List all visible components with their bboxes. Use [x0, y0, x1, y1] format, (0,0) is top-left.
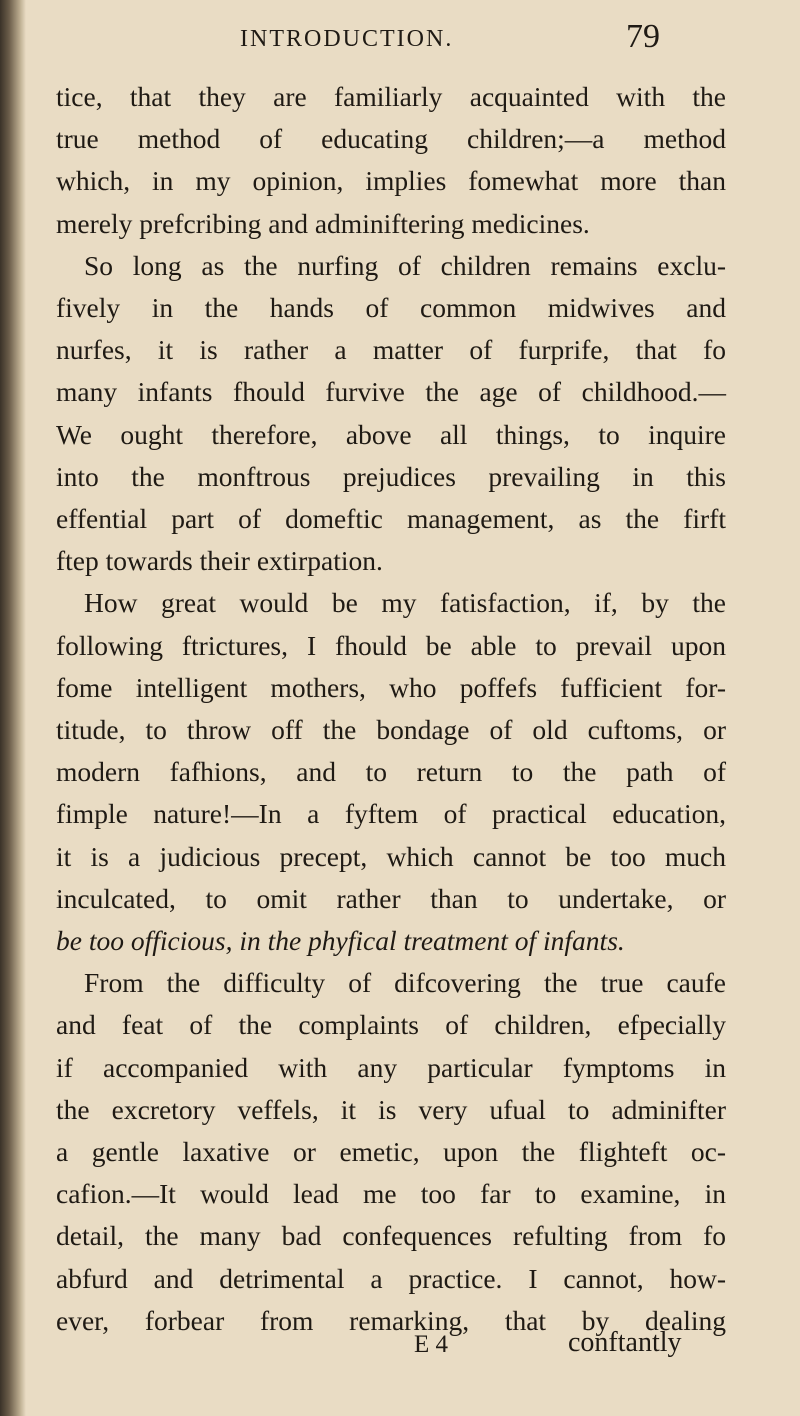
text-line: a gentle laxative or emetic, upon the flighteft oc-	[56, 1136, 726, 1167]
page-number: 79	[626, 18, 660, 55]
text-line: which, in my opinion, implies fomewhat more than	[56, 165, 726, 197]
text-line: and feat of the complaints of children, efpecially	[56, 1009, 726, 1041]
text-line: We ought therefore, above all things, to inquire	[56, 418, 726, 450]
text-line: if accompanied with any particular fymptoms in	[56, 1051, 726, 1083]
text-line: tice, that they are familiarly acquainted with the	[56, 81, 726, 112]
running-head-title: INTRODUCTION.	[240, 26, 454, 52]
signature-mark: E 4	[414, 1331, 449, 1358]
text-line: it is a judicious precept, which cannot be too much	[56, 840, 726, 872]
text-line: the excretory veffels, it is very ufual to adminifter	[56, 1093, 726, 1125]
catchword: conftantly	[568, 1327, 682, 1358]
text-line: fively in the hands of common midwives and	[56, 292, 726, 323]
text-line: modern fafhions, and to return to the path of	[56, 756, 726, 788]
text-line: titude, to throw off the bondage of old cuftoms, or	[56, 714, 726, 745]
text-line: ever, forbear from remarking, that by dealing	[56, 1304, 726, 1336]
text-line: How great would be my fatisfaction, if, by the	[84, 587, 726, 619]
text-line: fome intelligent mothers, who poffefs fufficient for-	[56, 671, 726, 703]
text-line: cafion.—It would lead me too far to examine, in	[56, 1178, 726, 1210]
text-line: abfurd and detrimental a practice. I cannot, how-	[56, 1262, 726, 1294]
text-line: into the monftrous prejudices prevailing in this	[56, 460, 726, 492]
text-line: following ftrictures, I fhould be able to prevail upon	[56, 629, 726, 661]
text-line: many infants fhould furvive the age of childhood.—	[56, 376, 726, 408]
text-line: be too officious, in the phyfical treatment of infants.	[56, 925, 625, 956]
text-line: ftep towards their extirpation.	[56, 545, 383, 577]
text-line: merely prefcribing and adminiftering medicines.	[56, 207, 590, 239]
text-line: inculcated, to omit rather than to undertake, or	[56, 882, 726, 914]
text-line: From the difficulty of difcovering the true caufe	[84, 967, 726, 999]
text-line: fimple nature!—In a fyftem of practical education,	[56, 798, 726, 830]
text-line: So long as the nurfing of children remains exclu-	[84, 249, 726, 281]
text-line: effential part of domeftic management, as the firft	[56, 503, 726, 534]
text-line: nurfes, it is rather a matter of furprife, that fo	[56, 334, 726, 366]
text-line: detail, the many bad confequences refulting from fo	[56, 1220, 726, 1252]
running-head	[0, 18, 800, 66]
text-line: true method of educating children;—a method	[56, 123, 726, 155]
